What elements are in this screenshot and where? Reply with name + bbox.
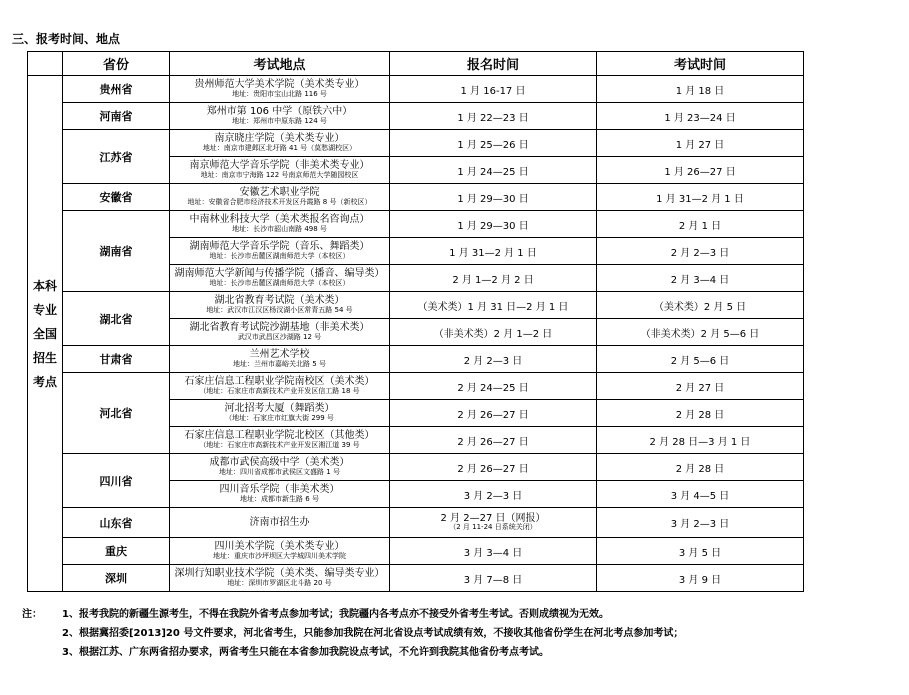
- site-cell: 深圳行知职业技术学院（美术类、编导类专业） 地址：深圳市罗湖区北斗路 20 号: [170, 565, 390, 592]
- table-row: [28, 508, 804, 538]
- exam-time-cell: （非美术类）2 月 5—6 日: [597, 319, 804, 346]
- registration-note: （2 月 11-24 日系统关闭）: [449, 523, 537, 532]
- table-row: [28, 373, 804, 400]
- site-cell: 济南市招生办: [170, 508, 390, 538]
- province-cell: 四川省: [63, 454, 170, 508]
- exam-time-cell: 3 月 9 日: [597, 565, 804, 592]
- province-cell: 江苏省: [63, 130, 170, 184]
- province-cell: 湖北省: [63, 292, 170, 346]
- province-cell: 甘肃省: [63, 346, 170, 373]
- province-cell: 安徽省: [63, 184, 170, 211]
- registration-time-cell: （美术类）1 月 31 日—2 月 1 日: [390, 292, 597, 319]
- registration-time-cell: 2 月 26—27 日: [390, 454, 597, 481]
- notes-label: 注：: [22, 609, 42, 620]
- site-cell: 南京晓庄学院（美术类专业） 地址：南京市建邺区北圩路 41 号（莫愁湖校区）: [170, 130, 390, 157]
- exam-time-cell: 3 月 4—5 日: [597, 481, 804, 508]
- province-cell: 贵州省: [63, 76, 170, 103]
- registration-time-cell: 2 月 1—2 月 2 日: [390, 265, 597, 292]
- region-header-cell: [28, 52, 63, 76]
- site-cell: 中南林业科技大学（美术类报名咨询点） 地址：长沙市韶山南路 498 号: [170, 211, 390, 238]
- table-row: [28, 454, 804, 481]
- registration-time-cell: 3 月 2—3 日: [390, 481, 597, 508]
- registration-time-cell: 2 月 26—27 日: [390, 427, 597, 454]
- exam-time-cell: 2 月 5—6 日: [597, 346, 804, 373]
- site-cell: 郑州市第 106 中学（原铁六中） 地址：郑州市中原东路 124 号: [170, 103, 390, 130]
- table-row: [28, 292, 804, 319]
- site-cell: 石家庄信息工程职业学院南校区（美术类） （地址：石家庄市高新技术产业开发区信工路 18 号: [170, 373, 390, 400]
- registration-time-cell: 1 月 24—25 日: [390, 157, 597, 184]
- site-cell: 贵州师范大学美术学院（美术类专业） 地址：贵阳市宝山北路 116 号: [170, 76, 390, 103]
- section-title: 三、报考时间、地点: [12, 32, 121, 46]
- site-cell: 湖南师范大学新闻与传播学院（播音、编导类） 地址：长沙市岳麓区湖南师范大学（本校区）: [170, 265, 390, 292]
- site-cell: 四川美术学院（美术类专业） 地址：重庆市沙坪坝区大学城四川美术学院: [170, 538, 390, 565]
- site-cell: 安徽艺术职业学院 地址：安徽省合肥市经济技术开发区丹霞路 8 号（新校区）: [170, 184, 390, 211]
- exam-time-cell: 2 月 28 日: [597, 454, 804, 481]
- registration-time-header: 报名时间: [390, 52, 597, 76]
- registration-time-cell: 2 月 26—27 日: [390, 400, 597, 427]
- site-cell: 湖北省教育考试院沙湖基地（非美术类） 武汉市武昌区沙湖路 12 号: [170, 319, 390, 346]
- exam-time-cell: 2 月 1 日: [597, 211, 804, 238]
- registration-time-cell: 3 月 7—8 日: [390, 565, 597, 592]
- site-header: 考试地点: [170, 52, 390, 76]
- exam-time-header: 考试时间: [597, 52, 804, 76]
- table-row: [28, 76, 804, 103]
- site-cell: 石家庄信息工程职业学院北校区（其他类） （地址：石家庄市高新技术产业开发区湘江道 39 号: [170, 427, 390, 454]
- registration-time-cell: 1 月 31—2 月 1 日: [390, 238, 597, 265]
- province-cell: 深圳: [63, 565, 170, 592]
- exam-time-cell: 1 月 18 日: [597, 76, 804, 103]
- site-cell: 成都市武侯高级中学（美术类） 地址：四川省成都市武侯区文盛路 1 号: [170, 454, 390, 481]
- registration-time-cell: 1 月 25—26 日: [390, 130, 597, 157]
- site-cell: 南京师范大学音乐学院（非美术类专业） 地址：南京市宁海路 122 号南京师范大学随园校区: [170, 157, 390, 184]
- registration-time-cell: 1 月 29—30 日: [390, 184, 597, 211]
- registration-time-cell: 1 月 16-17 日: [390, 76, 597, 103]
- registration-time-cell: 1 月 29—30 日: [390, 211, 597, 238]
- registration-time-cell: 1 月 22—23 日: [390, 103, 597, 130]
- exam-time-cell: （美术类）2 月 5 日: [597, 292, 804, 319]
- registration-time-cell: 2 月 24—25 日: [390, 373, 597, 400]
- table-row: [28, 565, 804, 592]
- exam-time-cell: 1 月 31—2 月 1 日: [597, 184, 804, 211]
- exam-time-cell: 2 月 3—4 日: [597, 265, 804, 292]
- table-row: [28, 538, 804, 565]
- exam-time-cell: 2 月 28 日—3 月 1 日: [597, 427, 804, 454]
- registration-time-cell: （非美术类）2 月 1—2 日: [390, 319, 597, 346]
- region-label: 本科 专业 全国 招生 考点: [28, 76, 63, 592]
- exam-schedule-table: [27, 51, 804, 592]
- exam-time-cell: 1 月 23—24 日: [597, 103, 804, 130]
- table-row: [28, 211, 804, 238]
- exam-time-cell: 2 月 28 日: [597, 400, 804, 427]
- exam-time-cell: 2 月 27 日: [597, 373, 804, 400]
- table-row: [28, 346, 804, 373]
- registration-time-cell: 3 月 3—4 日: [390, 538, 597, 565]
- note-item: [22, 624, 683, 643]
- site-cell: 湖南师范大学音乐学院（音乐、舞蹈类） 地址：长沙市岳麓区湖南师范大学（本校区）: [170, 238, 390, 265]
- exam-time-cell: 1 月 27 日: [597, 130, 804, 157]
- table-row: [28, 103, 804, 130]
- exam-time-cell: 1 月 26—27 日: [597, 157, 804, 184]
- site-cell: 湖北省教育考试院（美术类） 地址：武汉市江汉区杨汊湖小区常青五路 54 号: [170, 292, 390, 319]
- table-header-row: [28, 52, 804, 76]
- exam-time-cell: 3 月 5 日: [597, 538, 804, 565]
- exam-time-cell: 3 月 2—3 日: [597, 508, 804, 538]
- note-text: 3、根据江苏、广东两省招办要求，两省考生只能在本省参加我院设点考试，不允许到我院其他省份考点考试。: [62, 647, 549, 658]
- registration-time-cell: 2 月 2—27 日（网报） （2 月 11-24 日系统关闭）: [390, 508, 597, 538]
- notes-section: [22, 605, 683, 662]
- exam-time-cell: 2 月 2—3 日: [597, 238, 804, 265]
- note-text: 1、报考我院的新疆生源考生，不得在我院外省考点参加考试；我院疆内各考点亦不接受外省考生考试。否则成绩视为无效。: [62, 609, 609, 620]
- note-item: [22, 643, 683, 662]
- table-row: [28, 130, 804, 157]
- site-cell: 河北招考大厦（舞蹈类） （地址：石家庄市红旗大街 299 号: [170, 400, 390, 427]
- note-text: 2、根据冀招委[2013]20 号文件要求，河北省考生，只能参加我院在河北省设点考试成绩有效，不接收其他省份学生在河北考点参加考试；: [62, 628, 684, 639]
- note-item: [22, 605, 683, 624]
- table-row: [28, 184, 804, 211]
- province-cell: 湖南省: [63, 211, 170, 292]
- site-cell: 兰州艺术学校 地址：兰州市嘉峪关北路 5 号: [170, 346, 390, 373]
- province-cell: 重庆: [63, 538, 170, 565]
- province-cell: 河南省: [63, 103, 170, 130]
- province-cell: 河北省: [63, 373, 170, 454]
- province-cell: 山东省: [63, 508, 170, 538]
- site-cell: 四川音乐学院（非美术类） 地址：成都市新生路 6 号: [170, 481, 390, 508]
- registration-time-cell: 2 月 2—3 日: [390, 346, 597, 373]
- province-header: 省份: [63, 52, 170, 76]
